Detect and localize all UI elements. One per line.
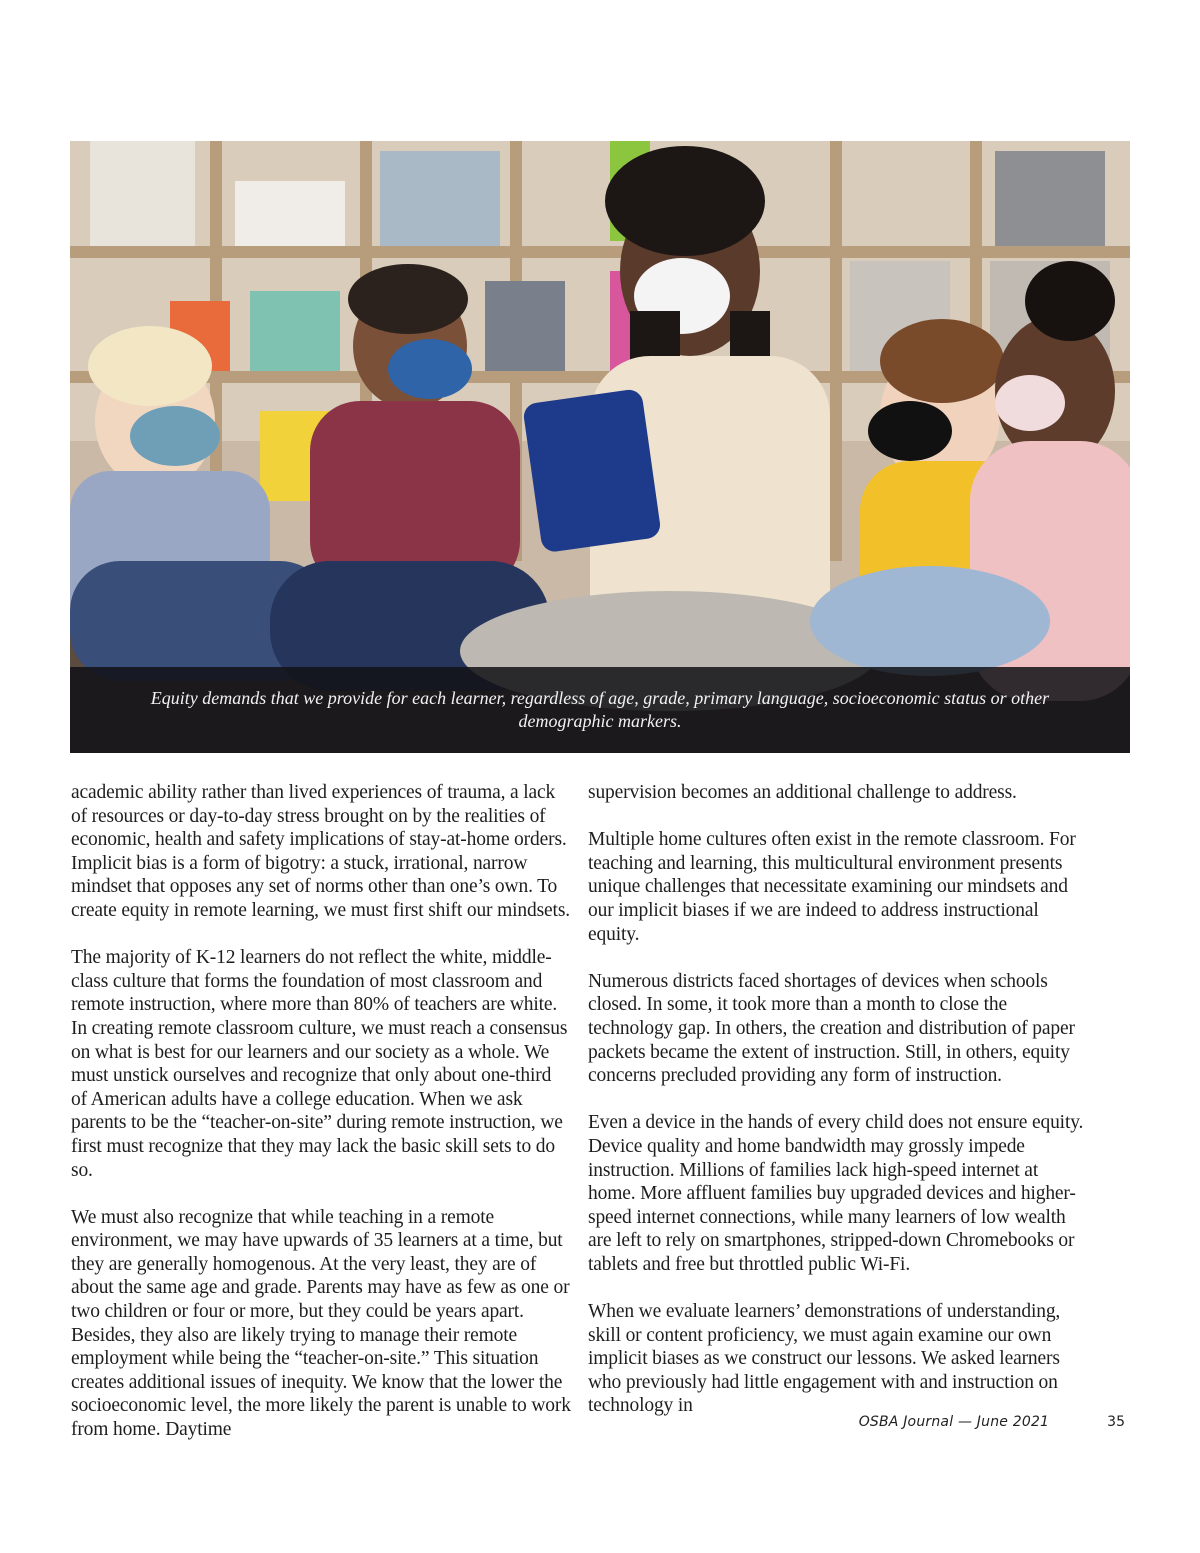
paragraph: The majority of K-12 learners do not reflect the white, middle-class culture that forms the foundation of most classroom and remote instruction, where more than 80% of teachers are white. In creating remote classroom culture, we must reach a consensus on what is best for our learners and our society as a whole. We must unstick ourselves and recognize that only about one-third of American adults have a college education. When we ask parents to be the “teacher-on-site” during remote instruction, we first must recognize that they may lack the basic skill sets to do so. xyxy=(71,947,568,1181)
page-number: 35 xyxy=(1107,1414,1125,1430)
right-column xyxy=(588,781,1088,1442)
classroom-illustration xyxy=(70,141,1130,753)
paragraph: supervision becomes an additional challenge to address. xyxy=(588,782,1017,803)
photo-caption: Equity demands that we provide for each learner, regardless of age, grade, primary language, socioeconomic status or other demographic markers. xyxy=(70,667,1130,753)
paragraph: Numerous districts faced shortages of devices when schools closed. In some, it took more than a month to close the technology gap. In others, the creation and distribution of paper packets became the extent of instruction. Still, in others, equity concerns precluded providing any form of instruction. xyxy=(588,970,1075,1087)
paragraph: Multiple home cultures often exist in the remote classroom. For teaching and learning, this multicultural environment presents unique challenges that necessitate examining our mindsets and our implicit biases if we are indeed to address instructional equity. xyxy=(588,829,1076,945)
journal-title: OSBA Journal — June 2021 xyxy=(858,1414,1050,1430)
paragraph: academic ability rather than lived experiences of trauma, a lack of resources or day-to-day stress brought on by the realities of economic, health and safety implications of stay-at-home orders. Implicit bias is a form of bigotry: a stuck, irrational, narrow mindset that opposes any set of norms other than one’s own. To create equity in remote learning, we must first shift our mindsets. xyxy=(71,782,570,921)
paragraph: Even a device in the hands of every child does not ensure equity. Device quality and home bandwidth may grossly impede instruction. Millions of families lack high-speed internet at home. More affluent families buy upgraded devices and higher-speed internet connections, while many learners of low wealth are left to rely on smartphones, stripped-down Chromebooks or tablets and free but throttled public Wi-Fi. xyxy=(588,1112,1084,1275)
paragraph: When we evaluate learners’ demonstrations of understanding, skill or content proficiency, we must again examine our own implicit biases as we construct our lessons. We asked learners who previously had little engagement with and instruction on technology in xyxy=(588,1301,1061,1417)
left-column xyxy=(71,781,571,1465)
paragraph: We must also recognize that while teaching in a remote environment, we may have upwards of 35 learners at a time, but they are generally homogenous. At the very least, they are of about the same age and grade. Parents may have as few as one or two children or four or more, but they could be years apart. Besides, they also are likely trying to manage their remote employment while being the “teacher-on-site.” This situation creates additional issues of inequity. We know that the lower the socioeconomic level, the more likely the parent is unable to work from home. Daytime xyxy=(71,1206,571,1441)
page-footer xyxy=(859,1410,1125,1434)
classroom-photo xyxy=(70,141,1130,753)
